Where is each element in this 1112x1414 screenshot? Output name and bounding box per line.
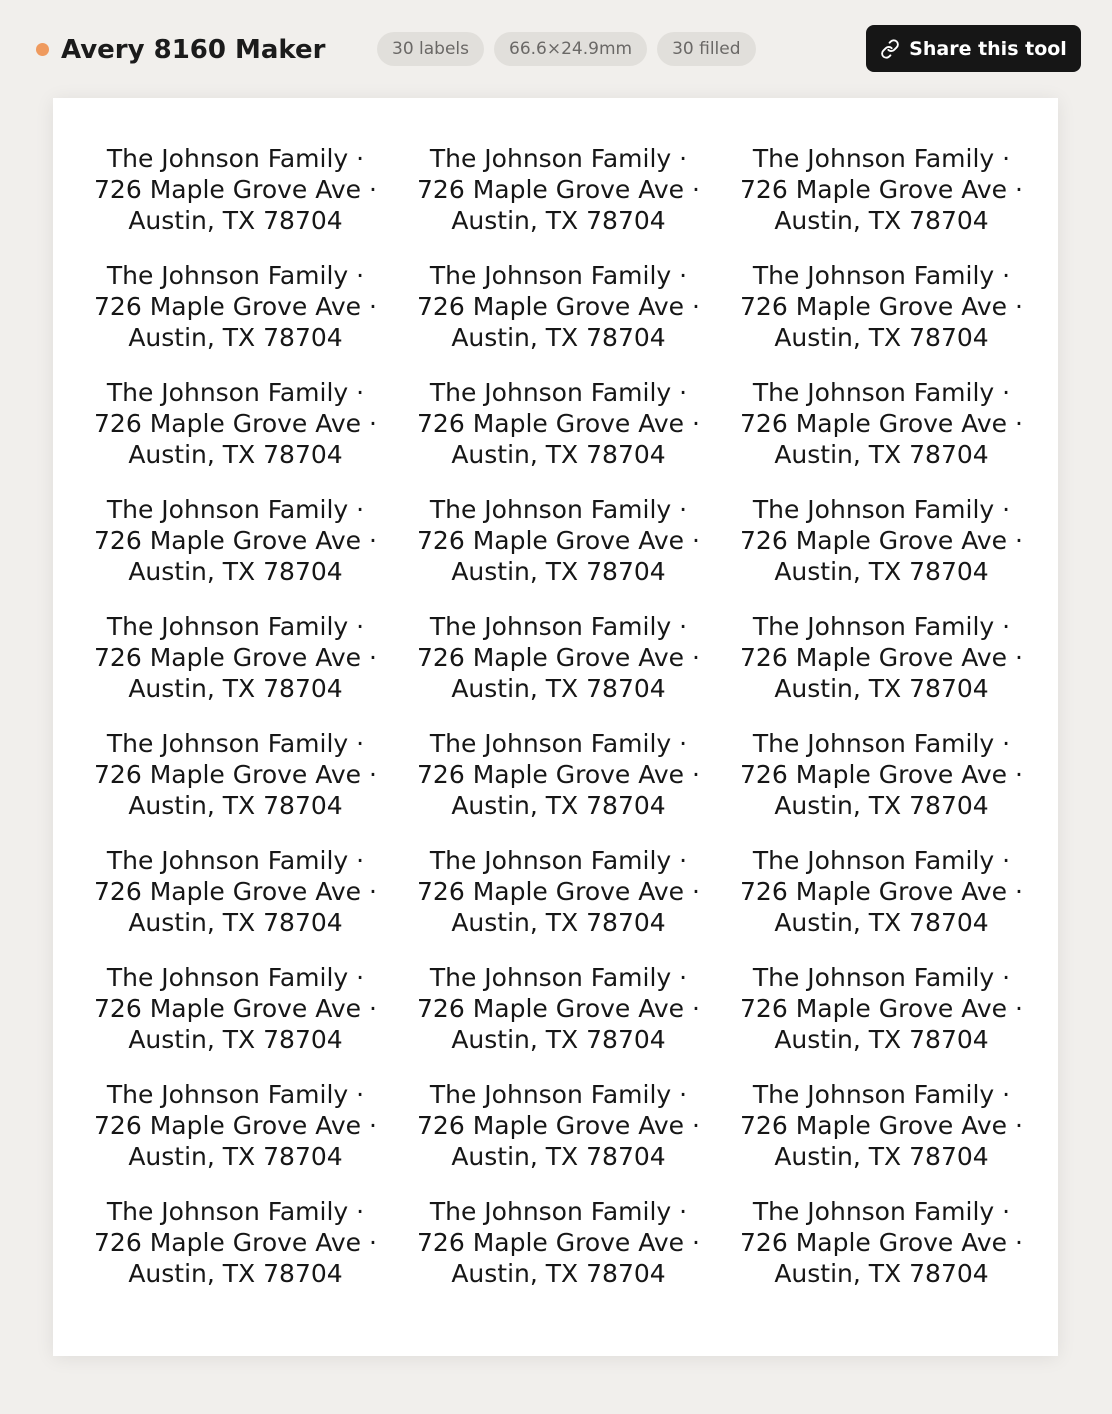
address-label[interactable]: The Johnson Family · 726 Maple Grove Ave · Austin, TX 78704 (94, 612, 377, 703)
info-chips (377, 32, 756, 66)
label-count-chip: 30 labels (377, 32, 484, 66)
top-bar (0, 0, 1112, 98)
address-label[interactable]: The Johnson Family · 726 Maple Grove Ave · Austin, TX 78704 (94, 378, 377, 469)
address-label[interactable]: The Johnson Family · 726 Maple Grove Ave · Austin, TX 78704 (740, 846, 1023, 937)
address-label[interactable]: The Johnson Family · 726 Maple Grove Ave · Austin, TX 78704 (94, 261, 377, 352)
address-label[interactable]: The Johnson Family · 726 Maple Grove Ave · Austin, TX 78704 (417, 378, 700, 469)
address-label[interactable]: The Johnson Family · 726 Maple Grove Ave · Austin, TX 78704 (740, 612, 1023, 703)
address-label[interactable]: The Johnson Family · 726 Maple Grove Ave · Austin, TX 78704 (417, 261, 700, 352)
address-label[interactable]: The Johnson Family · 726 Maple Grove Ave · Austin, TX 78704 (417, 612, 700, 703)
address-label[interactable]: The Johnson Family · 726 Maple Grove Ave · Austin, TX 78704 (94, 495, 377, 586)
address-label[interactable]: The Johnson Family · 726 Maple Grove Ave · Austin, TX 78704 (740, 495, 1023, 586)
address-label[interactable]: The Johnson Family · 726 Maple Grove Ave · Austin, TX 78704 (740, 1080, 1023, 1171)
filled-count-chip: 30 filled (657, 32, 755, 66)
address-label[interactable]: The Johnson Family · 726 Maple Grove Ave · Austin, TX 78704 (94, 144, 377, 235)
link-icon (880, 39, 900, 59)
address-label[interactable]: The Johnson Family · 726 Maple Grove Ave · Austin, TX 78704 (94, 963, 377, 1054)
status-dot-icon (36, 43, 49, 56)
address-label[interactable]: The Johnson Family · 726 Maple Grove Ave · Austin, TX 78704 (94, 1197, 377, 1288)
label-sheet (53, 98, 1058, 1356)
address-label[interactable]: The Johnson Family · 726 Maple Grove Ave · Austin, TX 78704 (94, 846, 377, 937)
share-button-label: Share this tool (909, 37, 1067, 60)
label-size-chip: 66.6×24.9mm (494, 32, 647, 66)
address-label[interactable]: The Johnson Family · 726 Maple Grove Ave · Austin, TX 78704 (740, 1197, 1023, 1288)
address-label[interactable]: The Johnson Family · 726 Maple Grove Ave · Austin, TX 78704 (417, 1080, 700, 1171)
address-label[interactable]: The Johnson Family · 726 Maple Grove Ave · Austin, TX 78704 (417, 1197, 700, 1288)
address-label[interactable]: The Johnson Family · 726 Maple Grove Ave · Austin, TX 78704 (94, 729, 377, 820)
label-grid (88, 131, 1029, 1301)
page-title: Avery 8160 Maker (61, 35, 326, 65)
address-label[interactable]: The Johnson Family · 726 Maple Grove Ave · Austin, TX 78704 (417, 729, 700, 820)
address-label[interactable]: The Johnson Family · 726 Maple Grove Ave · Austin, TX 78704 (740, 261, 1023, 352)
address-label[interactable]: The Johnson Family · 726 Maple Grove Ave · Austin, TX 78704 (94, 1080, 377, 1171)
address-label[interactable]: The Johnson Family · 726 Maple Grove Ave · Austin, TX 78704 (417, 963, 700, 1054)
share-tool-button[interactable] (866, 25, 1081, 72)
address-label[interactable]: The Johnson Family · 726 Maple Grove Ave · Austin, TX 78704 (740, 378, 1023, 469)
address-label[interactable]: The Johnson Family · 726 Maple Grove Ave · Austin, TX 78704 (417, 495, 700, 586)
address-label[interactable]: The Johnson Family · 726 Maple Grove Ave · Austin, TX 78704 (740, 729, 1023, 820)
address-label[interactable]: The Johnson Family · 726 Maple Grove Ave · Austin, TX 78704 (740, 963, 1023, 1054)
address-label[interactable]: The Johnson Family · 726 Maple Grove Ave · Austin, TX 78704 (417, 144, 700, 235)
address-label[interactable]: The Johnson Family · 726 Maple Grove Ave · Austin, TX 78704 (740, 144, 1023, 235)
address-label[interactable]: The Johnson Family · 726 Maple Grove Ave · Austin, TX 78704 (417, 846, 700, 937)
